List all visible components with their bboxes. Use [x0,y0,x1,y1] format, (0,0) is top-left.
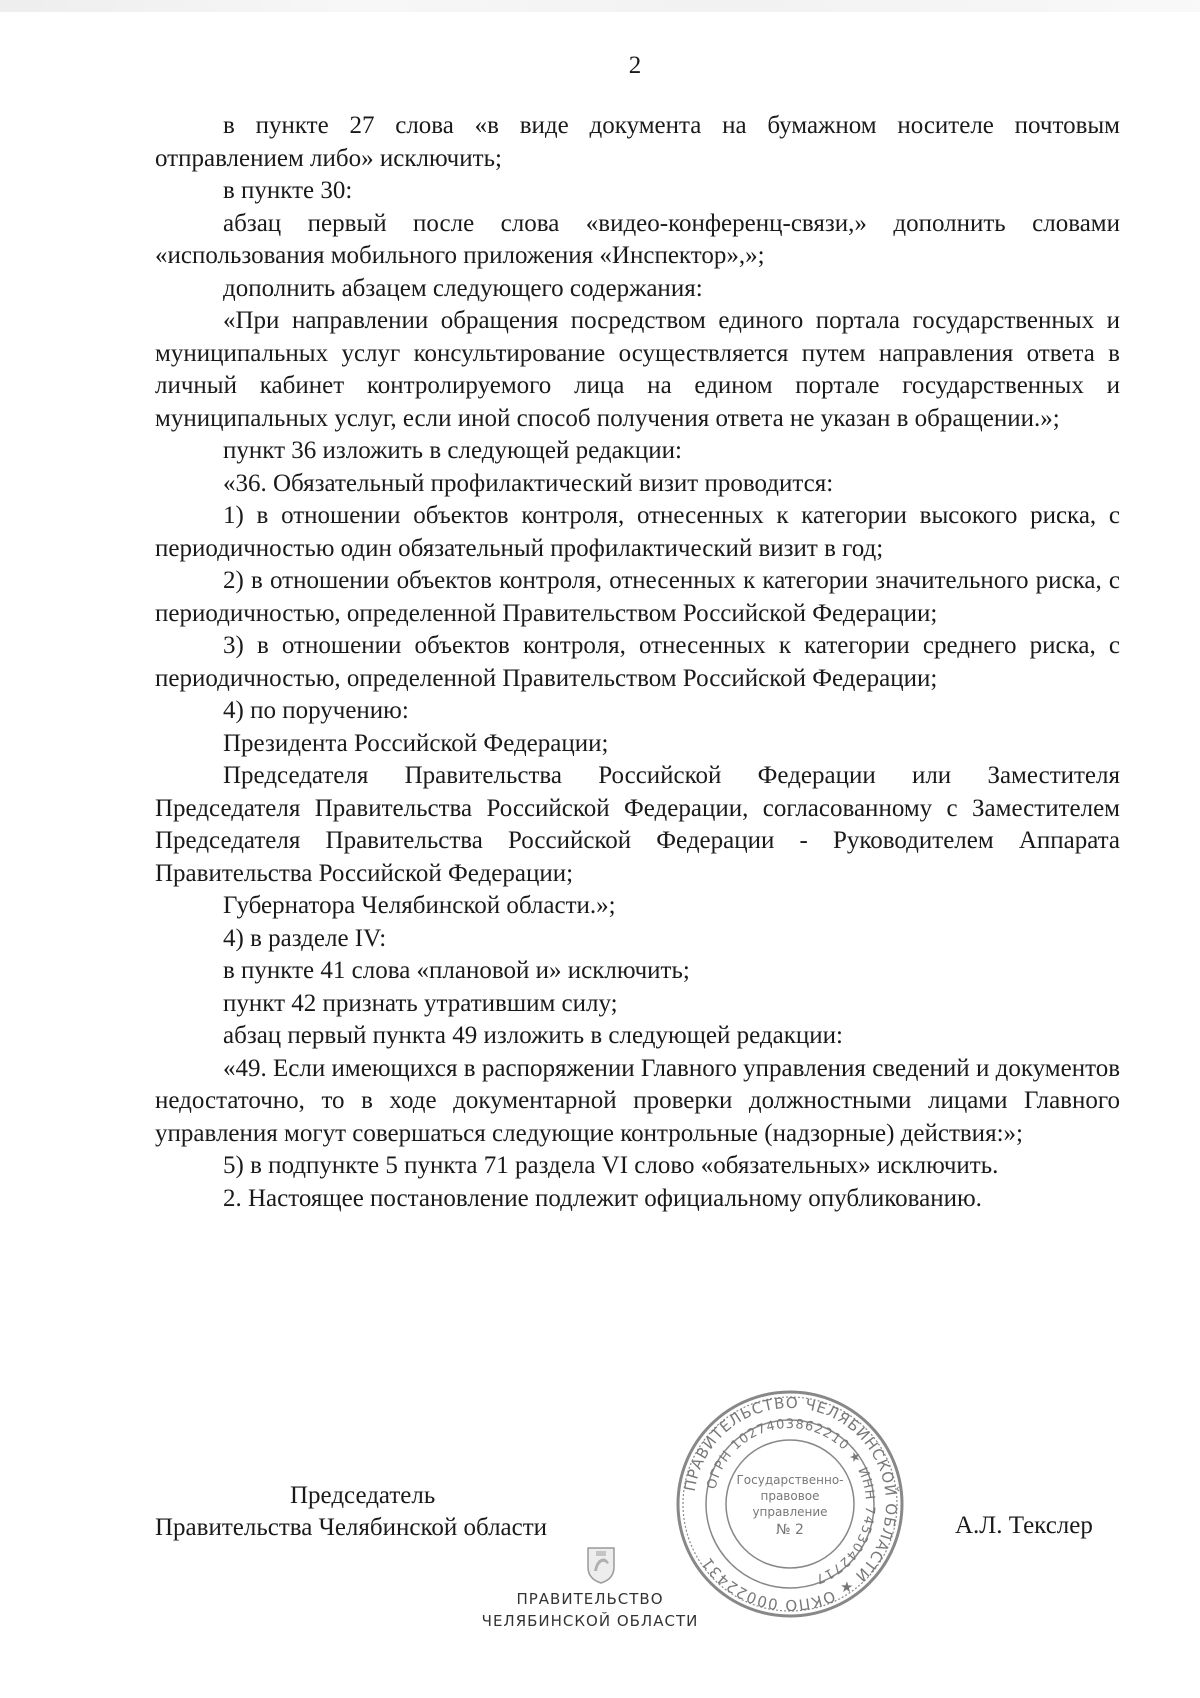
seal-center-line: Государственно- [736,1473,844,1487]
emblem-caption-line2: ЧЕЛЯБИНСКОЙ ОБЛАСТИ [481,1612,699,1630]
paragraph: 4) по поручению: [223,697,409,724]
seal-outer-text: ПРАВИТЕЛЬСТВО ЧЕЛЯБИНСКОЙ ОБЛАСТИ ★ ОКПО 00022431 [680,1393,901,1615]
official-seal [672,1386,908,1622]
paragraph: 2) в отношении объектов контроля, отнесенных к категории значительного риска, с периодичностью, определенной Правительством Российской Федерации; [155,567,1120,627]
paragraph: Президента Российской Федерации; [223,729,609,757]
paragraph: абзац первый пункта 49 изложить в следующей редакции: [223,1022,843,1049]
paragraph: абзац первый после слова «видео-конференц-связи,» дополнить словами «использования мобильного приложения «Инспектор»,»; [155,209,1120,269]
page-number: 2 [628,52,642,79]
paragraph: Председателя Правительства Российской Федерации или Заместителя Председателя Правительства Российской Федерации, согласованному с Заместителем Председателя Правительства Российской Федерации - Руководителем Аппарата Правительства Российской Федерации; [155,762,1120,887]
paragraph: 1) в отношении объектов контроля, отнесенных к категории высокого риска, с периодичностью один обязательный профилактический визит в год; [155,502,1120,562]
seal-center-line: № 2 [776,1522,804,1538]
paragraph: дополнить абзацем следующего содержания: [223,274,703,302]
paragraph: Губернатора Челябинской области.»; [223,892,616,919]
paragraph: в пункте 27 слова «в виде документа на бумажном носителе почтовым отправлением либо» исключить; [155,112,1120,172]
emblem-caption-line1: ПРАВИТЕЛЬСТВО [516,1590,664,1608]
paragraph: 3) в отношении объектов контроля, отнесенных к категории среднего риска, с периодичностью, определенной Правительством Российской Федерации; [155,632,1120,692]
signer-position-line1: Председатель [290,1482,436,1509]
paragraph: 5) в подпункте 5 пункта 71 раздела VI слово «обязательных» исключить. [223,1152,999,1179]
paragraph: «36. Обязательный профилактический визит проводится: [223,469,834,497]
paragraph: 4) в разделе IV: [223,924,387,952]
coat-of-arms-icon [585,1545,617,1585]
seal-center-line: управление [752,1505,828,1519]
paragraph: «49. Если имеющихся в распоряжении Главного управления сведений и документов недостаточно, то в ходе документарной проверки должностными лицами Главного управления могут совершаться следующие контрольные (надзорные) действия:»; [155,1054,1120,1147]
paragraph: «При направлении обращения посредством единого портала государственных и муниципальных услуг консультирование осуществляется путем направления ответа в личный кабинет контролируемого лица на едином портале государственных и муниципальных услуг, если иной способ получения ответа не указан в обращении.»; [155,307,1120,432]
seal-center-line: правовое [760,1489,820,1503]
paragraph: пункт 36 изложить в следующей редакции: [223,437,682,464]
document-body [155,110,1120,1215]
paragraph: 2. Настоящее постановление подлежит официальному опубликованию. [223,1184,982,1212]
scan-edge-artifact [0,0,1200,12]
signer-name: А.Л. Текслер [955,1512,1093,1539]
paragraph: пункт 42 признать утратившим силу; [223,989,618,1017]
paragraph: в пункте 41 слова «плановой и» исключить; [223,957,690,984]
paragraph: в пункте 30: [223,177,353,204]
signer-position-line2: Правительства Челябинской области [155,1514,548,1541]
seal-inner-text: ОГРН 1027403862210 ★ ИНН 7453042717 [704,1416,878,1587]
